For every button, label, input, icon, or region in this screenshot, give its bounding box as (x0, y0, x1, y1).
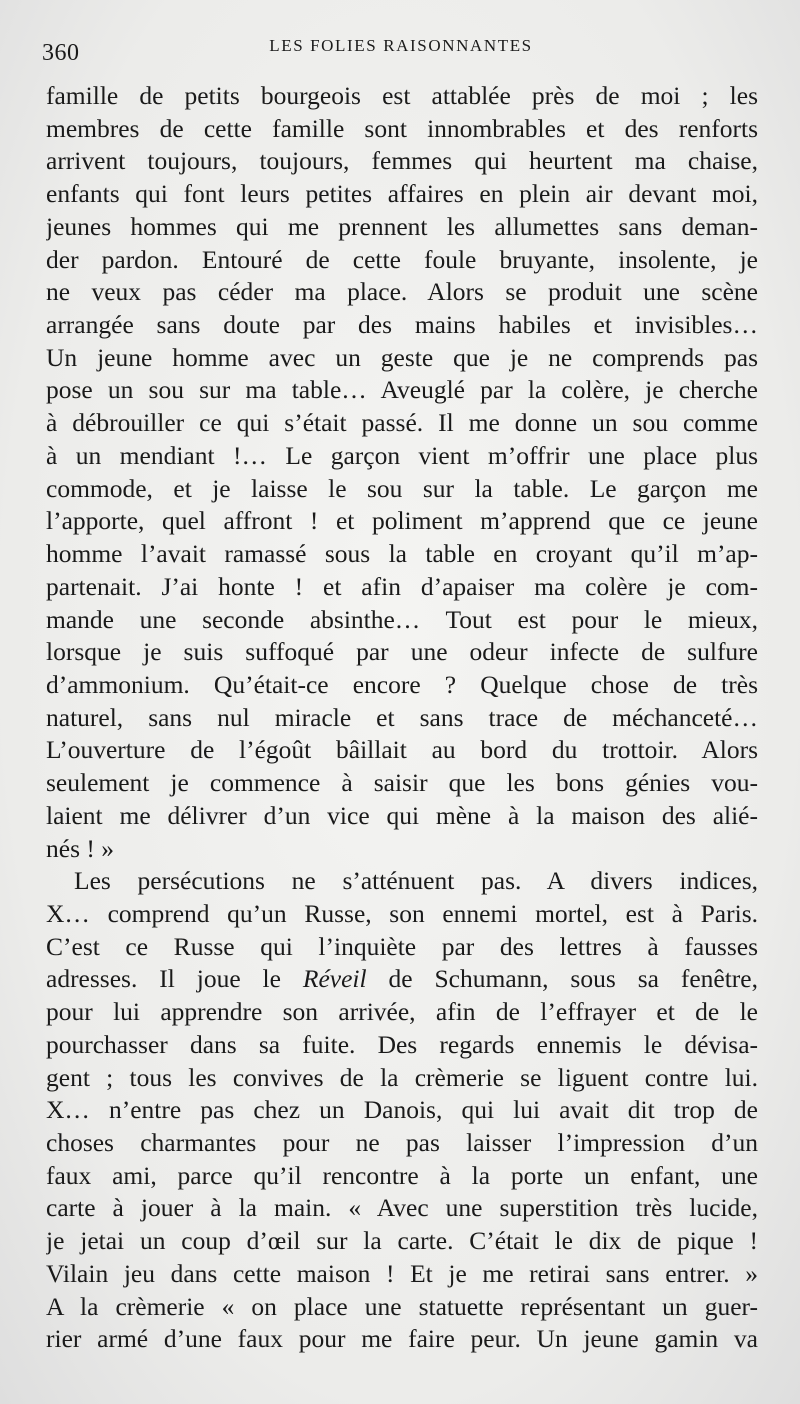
text-line: choses charmantes pour ne pas laisser l’impression d’un (46, 1128, 758, 1157)
text-line: seulement je commence à saisir que les bons génies vou- (46, 768, 758, 798)
running-head (42, 30, 760, 70)
text-line: mande une seconde absinthe… Tout est pour le mieux, (46, 604, 758, 634)
text-line: jeunes hommes qui me prennent les allumettes sans deman- (46, 211, 758, 241)
text-segment: de Schumann, sous sa fenêtre, (366, 964, 758, 994)
running-title: LES FOLIES RAISONNANTES (269, 36, 533, 55)
paragraph-first-line: Les persécutions ne s’atténuent pas. A divers indices, (74, 866, 758, 896)
text-line: naturel, sans nul miracle et sans trace de méchanceté… (46, 702, 758, 732)
italic-title: Réveil (302, 964, 367, 994)
text-line: commode, et je laisse le sou sur la table. Le garçon me (46, 473, 758, 503)
text-line: arrangée sans doute par des mains habiles et invisibles… (46, 310, 758, 340)
text-line: der pardon. Entouré de cette foule bruyante, insolente, je (46, 244, 758, 274)
text-line: je jetai un coup d’œil sur la carte. C’était le dix de pique ! (46, 1226, 758, 1256)
text-line: famille de petits bourgeois est attablée près de moi ; les (46, 81, 758, 110)
text-line: lorsque je suis suffoqué par une odeur infecte de sulfure (46, 637, 758, 667)
text-line: à un mendiant !… Le garçon vient m’offrir une place plus (46, 440, 758, 470)
text-line: carte à jouer à la main. « Avec une superstition très lucide, (46, 1193, 758, 1223)
text-line: Vilain jeu dans cette maison ! Et je me retirai sans entrer. » (46, 1258, 758, 1288)
text-line: X… n’entre pas chez un Danois, qui lui avait dit trop de (46, 1095, 758, 1125)
text-line: enfants qui font leurs petites affaires en plein air devant moi, (46, 179, 758, 209)
text-line: membres de cette famille sont innombrables et des renforts (46, 113, 758, 143)
text-line: A la crèmerie « on place une statuette représentant un guer- (46, 1291, 758, 1321)
text-line: à débrouiller ce qui s’était passé. Il me donne un sou comme (46, 408, 758, 438)
text-line: laient me délivrer d’un vice qui mène à la maison des alié- (46, 800, 758, 830)
text-line: pour lui apprendre son arrivée, afin de l’effrayer et de le (46, 997, 758, 1027)
text-line: Un jeune homme avec un geste que je ne comprends pas (46, 342, 758, 372)
text-line: partenait. J’ai honte ! et afin d’apaiser ma colère je com- (46, 571, 758, 601)
text-line: faux ami, parce qu’il rencontre à la porte un enfant, une (46, 1160, 758, 1190)
text-line: arrivent toujours, toujours, femmes qui heurtent ma chaise, (46, 146, 758, 176)
paragraph-end-line: nés ! » (46, 833, 114, 863)
text-line: gent ; tous les convives de la crèmerie se liguent contre lui. (46, 1062, 758, 1092)
text-line: L’ouverture de l’égoût bâillait au bord du trottoir. Alors (46, 735, 758, 765)
body-text (46, 80, 758, 1356)
text-line: C’est ce Russe qui l’inquiète par des lettres à fausses (46, 931, 758, 961)
text-segment: adresses. Il joue le (46, 964, 303, 994)
text-line: pourchasser dans sa fuite. Des regards ennemis le dévisa- (46, 1029, 758, 1059)
page-number: 360 (42, 40, 80, 66)
text-line: d’ammonium. Qu’était-ce encore ? Quelque chose de très (46, 669, 758, 699)
text-line: rier armé d’une faux pour me faire peur. Un jeune gamin va (46, 1324, 758, 1354)
text-line: homme l’avait ramassé sous la table en croyant qu’il m’ap- (46, 539, 758, 569)
text-line: l’apporte, quel affront ! et poliment m’apprend que ce jeune (46, 506, 758, 536)
text-line-with-italic (46, 963, 758, 996)
text-line: X… comprend qu’un Russe, son ennemi mortel, est à Paris. (46, 898, 758, 928)
text-line: ne veux pas céder ma place. Alors se produit une scène (46, 277, 758, 307)
text-line: pose un sou sur ma table… Aveuglé par la colère, je cherche (46, 375, 758, 405)
